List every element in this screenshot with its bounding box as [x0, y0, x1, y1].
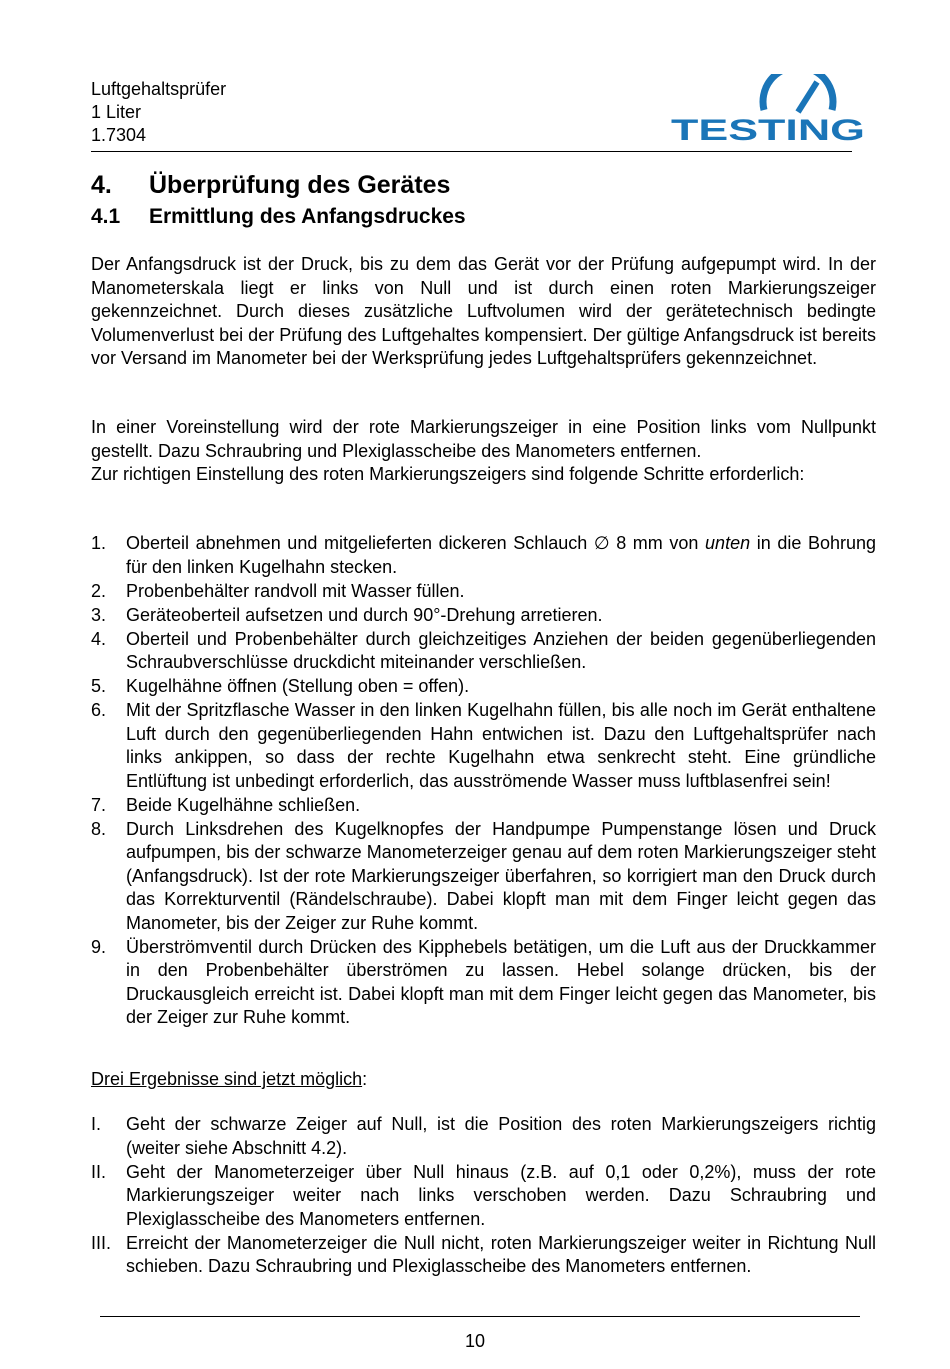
list-item	[91, 1161, 876, 1232]
step-text: Oberteil und Probenbehälter durch gleichzeitiges Anziehen der beiden gegenüberliegenden Schraubverschlüsse druckdicht miteinander verschließen.	[126, 628, 876, 672]
result-number: II.	[91, 1161, 107, 1182]
list-item	[91, 936, 876, 1030]
step-number: 4.	[91, 628, 107, 649]
step-text: Überströmventil durch Drücken des Kipphebels betätigen, um die Luft aus der Druckkammer in den Probenbehälter überströmen zu lassen. Hebel solange drücken, bis der Druckausgleich erreicht ist. Dabei klopft man mit dem Finger leicht gegen das Manometer, bis der Zeiger zur Ruhe kommt.	[126, 936, 876, 1027]
step-number: 1.	[91, 533, 107, 553]
paragraph-steps-intro: Zur richtigen Einstellung des roten Markierungszeigers sind folgende Schritte erforderlich:	[91, 464, 805, 484]
header-capacity: 1 Liter	[91, 102, 142, 122]
paragraph-preset	[91, 416, 876, 487]
header-article-number: 1.7304	[91, 125, 147, 145]
step-text-end: in die Bohrung für den linken Kugelhahn stecken.	[126, 533, 876, 577]
step-number: 9.	[91, 936, 107, 957]
testing-logo	[668, 74, 868, 148]
list-item	[91, 532, 876, 579]
subsection-heading	[91, 203, 466, 231]
header-product-name: Luftgehaltsprüfer	[91, 79, 227, 99]
section-number: 4.	[91, 171, 112, 199]
step-number: 8.	[91, 818, 107, 839]
list-item	[91, 1232, 876, 1279]
subsection-title: Ermittlung des Anfangsdruckes	[149, 205, 466, 228]
list-item	[91, 699, 876, 793]
step-number: 3.	[91, 604, 107, 625]
result-text: Geht der schwarze Zeiger auf Null, ist die Position des roten Markierungszeigers richtig (weiter siehe Abschnitt 4.2).	[126, 1114, 876, 1158]
document-header	[91, 78, 226, 147]
list-item	[91, 628, 876, 675]
paragraph-preset-text: In einer Voreinstellung wird der rote Markierungszeiger in eine Position links vom Nullpunkt gestellt. Dazu Schraubring und Plexiglasscheibe des Manometers entfernen.	[91, 417, 876, 461]
paragraph-intro: Der Anfangsdruck ist der Druck, bis zu dem das Gerät vor der Prüfung aufgepumpt wird. In der Manometerskala liegt er links von Null und ist durch einen roten Markierungszeiger gekennzeichnet. Durch dieses zusätzliche Luftvolumen wird der gerätetechnisch bedingte Volumenverlust bei der Prüfung des Luftgehaltes kompensiert. Der gültige Anfangsdruck ist bereits vor Versand im Manometer bei der Werksprüfung jedes Luftgehaltsprüfers gekennzeichnet.	[91, 254, 876, 368]
results-heading	[91, 1068, 367, 1091]
result-number: I.	[91, 1114, 102, 1134]
header-divider	[91, 151, 852, 152]
step-number: 7.	[91, 794, 107, 815]
steps-list	[91, 532, 876, 1030]
logo-wordmark: TESTING	[671, 114, 865, 147]
section-title: Überprüfung des Gerätes	[149, 171, 451, 199]
step-text: Beide Kugelhähne schließen.	[126, 794, 361, 815]
step-number: 6.	[91, 700, 107, 720]
step-text: Durch Linksdrehen des Kugelknopfes der Handpumpe Pumpenstange lösen und Druck aufpumpen, bis der schwarze Manometerzeiger genau auf dem roten Markierungszeiger steht (Anfangsdruck). Ist der rote Markierungszeiger überfahren, so korrigiert man den Druck durch das Korrekturventil (Rändelschraube). Dabei klopft man mit dem Finger leicht gegen das Manometer, bis der Zeiger zur Ruhe kommt.	[126, 818, 876, 933]
section-heading	[91, 169, 450, 201]
step-number: 5.	[91, 676, 107, 696]
result-text: Erreicht der Manometerzeiger die Null nicht, roten Markierungszeiger weiter in Richtung Null schieben. Dazu Schraubring und Plexiglasscheibe des Manometers entfernen.	[126, 1232, 876, 1276]
result-text: Geht der Manometerzeiger über Null hinaus (z.B. auf 0,1 oder 0,2%), muss der rote Markierungszeiger weiter nach links verschoben werden. Dazu Schraubring und Plexiglasscheibe des Manometers entfernen.	[126, 1161, 876, 1229]
list-item	[91, 580, 876, 604]
list-item	[91, 818, 876, 936]
list-item	[91, 794, 876, 818]
step-text-emphasis: unten	[705, 533, 751, 553]
results-heading-colon: :	[362, 1069, 368, 1089]
footer-divider	[100, 1316, 860, 1317]
step-text: Kugelhähne öffnen (Stellung oben = offen).	[126, 676, 470, 696]
page-number: 10	[464, 1331, 486, 1351]
step-text-start: Oberteil abnehmen und mitgelieferten dickeren Schlauch ∅ 8 mm von	[126, 533, 706, 553]
list-item	[91, 1113, 876, 1160]
step-text: Geräteoberteil aufsetzen und durch 90°-Drehung arretieren.	[126, 604, 603, 625]
results-heading-text: Drei Ergebnisse sind jetzt möglich	[91, 1069, 363, 1089]
step-text: Mit der Spritzflasche Wasser in den linken Kugelhahn füllen, bis alle noch im Gerät enthaltene Luft durch den gegenüberliegenden Hahn entwichen ist. Dazu den Luftgehaltsprüfer nach links ankippen, so dass der rechte Kugelhahn etwa senkrecht steht. Eine gründliche Entlüftung ist unbedingt erforderlich, das ausströmende Wasser muss luftblasenfrei sein!	[126, 700, 876, 791]
result-number: III.	[91, 1232, 112, 1253]
step-text: Probenbehälter randvoll mit Wasser füllen.	[126, 580, 465, 601]
list-item	[91, 675, 876, 699]
list-item	[91, 604, 876, 628]
results-list	[91, 1113, 876, 1279]
subsection-number: 4.1	[91, 205, 121, 228]
step-number: 2.	[91, 580, 107, 601]
